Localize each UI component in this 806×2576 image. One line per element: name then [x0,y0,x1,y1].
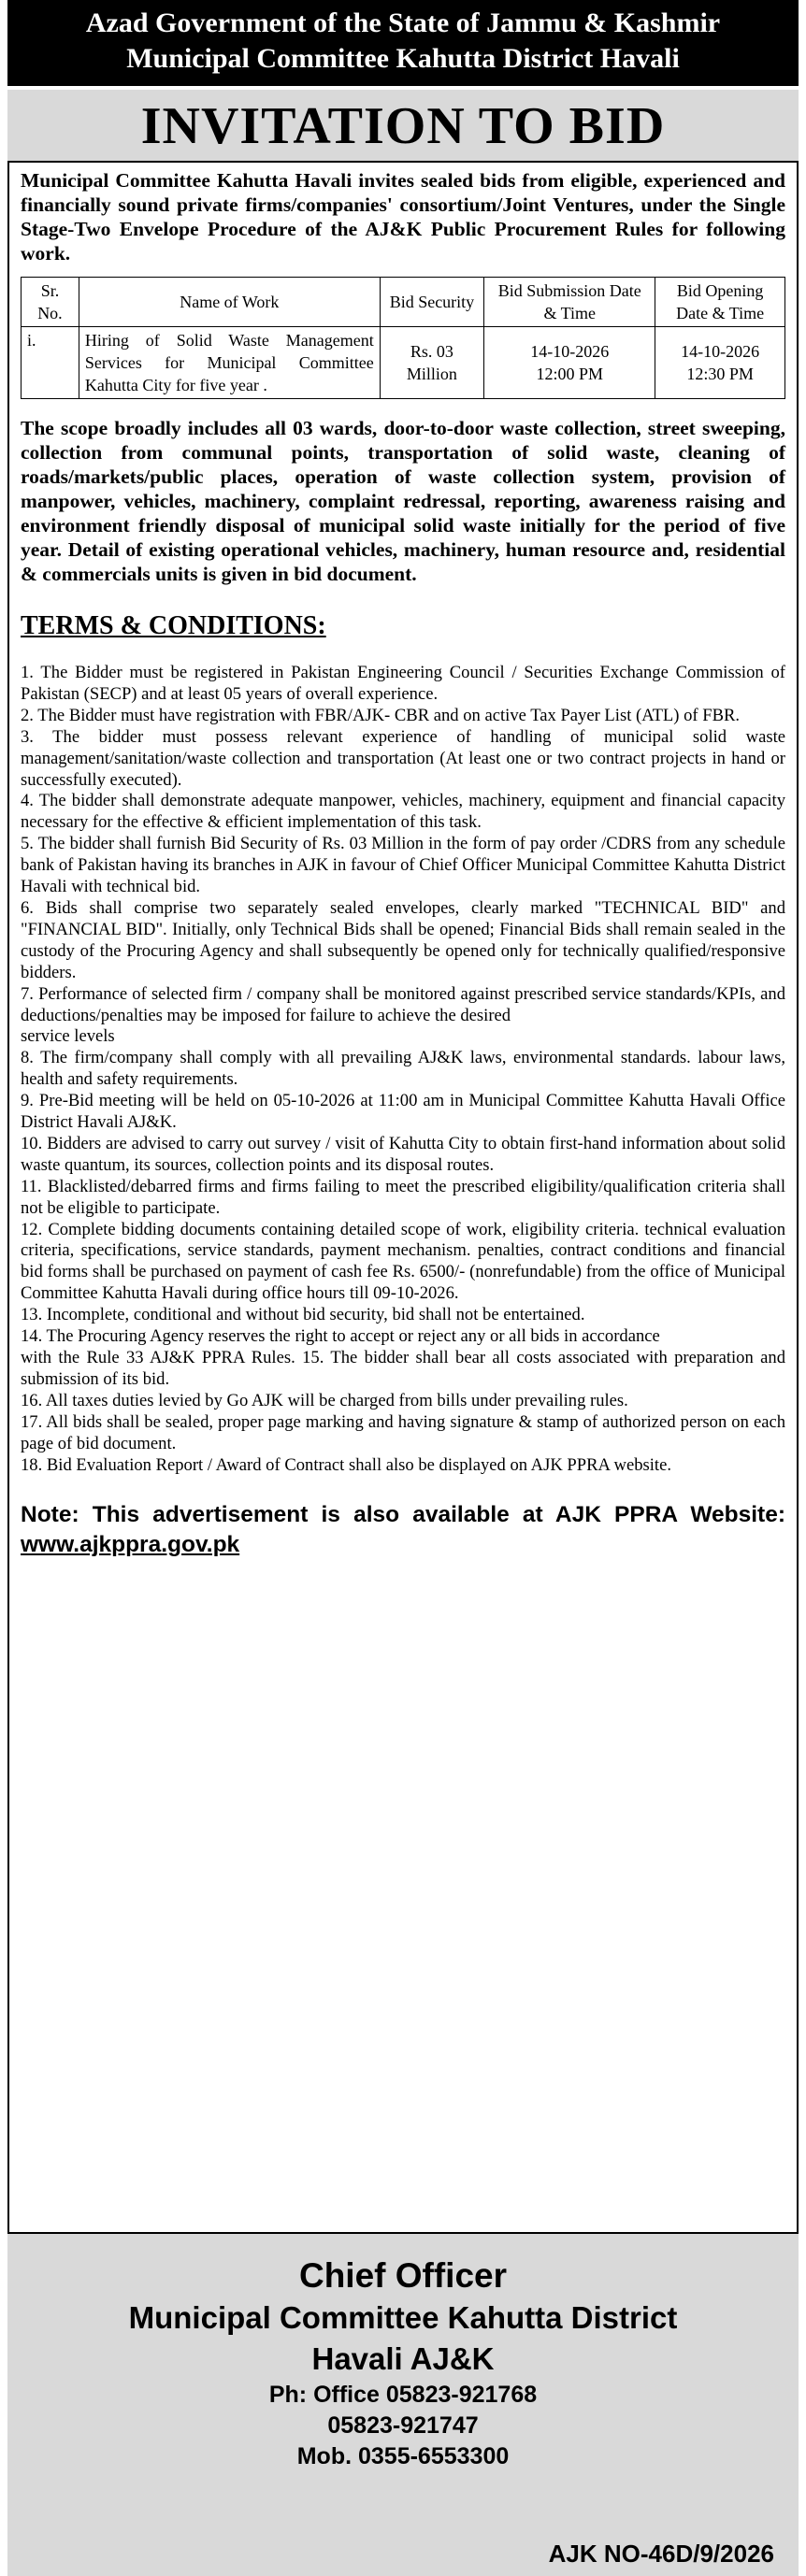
col-header-security: Bid Security [380,278,483,327]
term-item: with the Rule 33 AJ&K PPRA Rules. 15. The bidder shall bear all costs associated with preparation and submission of its bid. [21,1348,785,1389]
signature-block [7,2232,799,2576]
term-item: 11. Blacklisted/debarred firms and firms failing to meet the prescribed eligibility/qualification criteria shall not be eligible to participate. [21,1176,785,1218]
main-content [21,168,785,1560]
term-item: 2. The Bidder must have registration with FBR/AJK- CBR and on active Tax Payer List (ATL) of FBR. [21,705,741,725]
scope-paragraph: The scope broadly includes all 03 wards, door-to-door waste collection, street sweeping, collection from communal points, transportation of solid waste, cleaning of roads/markets/public places, operation of waste collection system, provision of manpower, vehicles, machinery, complaint redressal, reporting, awareness raising and environment friendly disposal of municipal solid waste initially for the period of five year. Detail of existing operational vehicles, machinery, human resource and, residential & commercials units is given in bid document. [21,417,785,585]
term-item: 7. Performance of selected firm / company shall be monitored against prescribed service standards/KPIs, and deductions/penalties may be imposed for failure to achieve the desired [21,983,785,1025]
term-item: service levels [21,1026,115,1047]
term-item: 10. Bidders are advised to carry out survey / visit of Kahutta City to obtain first-hand information about solid waste quantum, its sources, collection points and its disposal routes. [21,1133,785,1175]
term-item: 6. Bids shall comprise two separately sealed envelopes, clearly marked "TECHNICAL BID" and "FINANCIAL BID". Initially, only Technical Bids shall be opened; Financial Bids shall remain sealed in the custody of the Procuring Agency and shall subsequently be opened only for technically qualified/responsive bidders. [21,897,785,982]
col-header-submission: Bid Submission Date & Time [484,278,655,327]
header-line-2: Municipal Committee Kahutta District Havali [126,43,680,74]
col-header-sr: Sr. No. [22,278,79,327]
submission-date: 14-10-2026 [530,342,610,361]
term-item: 8. The firm/company shall comply with all prevailing AJ&K laws, environmental standards. labour laws, health and safety requirements. [21,1048,785,1090]
term-item: 5. The bidder shall furnish Bid Security of Rs. 03 Million in the form of pay order /CDRS from any schedule bank of Pakistan having its branches in AJK in favour of Chief Officer Municipal Committee Kahutta District Havali with technical bid. [21,834,785,897]
phone-office: Ph: Office 05823-921768 [268,2382,538,2408]
submission-time: 12:00 PM [536,365,603,383]
terms-heading: TERMS & CONDITIONS: [21,611,326,640]
reference-number: AJK NO-46D/9/2026 [548,2540,774,2568]
term-item: 14. The Procuring Agency reserves the right to accept or reject any or all bids in accordance [21,1326,660,1347]
cell-security: Rs. 03 Million [380,327,483,399]
table-row [22,327,785,399]
phone-mobile: Mob. 0355-6553300 [296,2443,510,2469]
opening-time: 12:30 PM [686,365,754,383]
title-box [7,90,799,163]
term-item: 3. The bidder must possess relevant experience of handling of municipal solid waste management/sanitation/waste collection and transportation (At least one or two contract projects in hand or successfully executed). [21,726,785,790]
header-line-1: Azad Government of the State of Jammu & Kashmir [85,7,721,38]
term-item: 9. Pre-Bid meeting will be held on 05-10-2026 at 11:00 am in Municipal Committee Kahutta Havali Office District Havali AJ&K. [21,1091,785,1133]
header-banner [7,0,799,86]
col-header-opening: Bid Opening Date & Time [655,278,785,327]
note-text: Note: This advertisement is also available at AJK PPRA Website: [21,1502,785,1528]
term-item: 1. The Bidder must be registered in Pakistan Engineering Council / Securities Exchange Commission of Pakistan (SECP) and at least 05 years of overall experience. [21,663,785,704]
cell-submission [484,327,655,399]
col-header-work: Name of Work [79,278,380,327]
note-paragraph [21,1500,785,1560]
ppra-website-link[interactable]: www.ajkppra.gov.pk [21,1532,240,1558]
term-item: 17. All bids shall be sealed, proper page marking and having signature & stamp of authorized person on each page of bid document. [21,1411,785,1453]
term-item: 18. Bid Evaluation Report / Award of Contract shall also be displayed on AJK PPRA website. [21,1454,672,1475]
opening-date: 14-10-2026 [681,342,760,361]
signatory-org-line-2: Havali AJ&K [311,2341,495,2376]
terms-list [21,663,785,1476]
cell-opening [655,327,785,399]
signatory-org-line-1: Municipal Committee Kahutta District [128,2300,678,2335]
page-title: INVITATION TO BID [140,97,666,155]
term-item: 12. Complete bidding documents containing detailed scope of work, eligibility criteria. technical evaluation criteria, specifications, service standards, payment mechanism. penalties, contract conditions and financial bid forms shall be purchased on payment of cash fee Rs. 6500/- (nonrefundable) from the office of Municipal Committee Kahutta Havali during office hours till 09-10-2026. [21,1219,785,1304]
phone-office-2: 05823-921747 [327,2412,479,2439]
bid-table [21,277,785,399]
cell-sr: i. [22,327,79,399]
term-item: 13. Incomplete, conditional and without bid security, bid shall not be entertained. [21,1305,585,1325]
cell-work: Hiring of Solid Waste Management Services for Municipal Committee Kahutta City for five year . [79,327,380,399]
term-item: 4. The bidder shall demonstrate adequate manpower, vehicles, machinery, equipment and financial capacity necessary for the effective & efficient implementation of this task. [21,791,785,833]
signatory-title: Chief Officer [298,2256,508,2295]
term-item: 16. All taxes duties levied by Go AJK will be charged from bills under prevailing rules. [21,1390,628,1410]
intro-paragraph: Municipal Committee Kahutta Havali invites sealed bids from eligible, experienced and financially sound private firms/companies' consortium/Joint Ventures, under the Single Stage-Two Envelope Procedure of the AJ&K Public Procurement Rules for following work. [21,169,785,265]
bid-table-header-row [22,278,785,327]
